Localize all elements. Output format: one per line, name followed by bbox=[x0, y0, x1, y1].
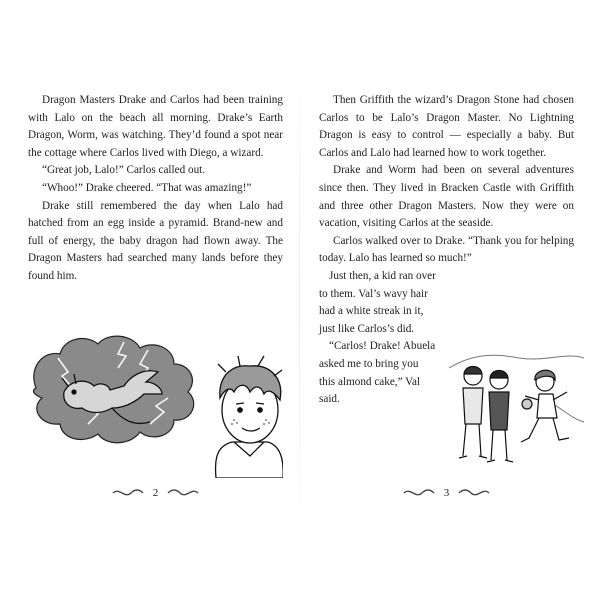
running-kid-figure bbox=[521, 370, 569, 442]
hills bbox=[449, 355, 584, 368]
paragraph: Just then, a kid ran over to them. Val’s wavy hair had a white streak in it, just like Carlos’s did. bbox=[319, 269, 436, 335]
wrapped-text-column bbox=[319, 268, 437, 409]
left-page-text bbox=[28, 92, 283, 286]
paragraph: “Whoo!” Drake cheered. “That was amazing!” bbox=[42, 181, 252, 194]
paragraph: Carlos walked over to Drake. “Thank you for helping today. Lalo has learned so much!” bbox=[319, 234, 574, 265]
left-swirl-ornament bbox=[402, 487, 436, 499]
paragraph: Then Griffith the wizard’s Dragon Stone had chosen Carlos to be Lalo’s Dragon Master. No Lightning Dragon is easy to control — especially a baby. But Carlos and Lalo had learned how to work together. bbox=[319, 94, 574, 159]
boy-illustration bbox=[216, 356, 283, 478]
dragon-and-boy-illustration bbox=[28, 328, 283, 478]
paragraph: Drake still remembered the day when Lalo had hatched from an egg inside a pyramid. Brand-new and full of energy, the baby dragon had flown away. The Dragon Masters had searched many lands before they found him. bbox=[28, 199, 283, 282]
page-gutter bbox=[299, 40, 300, 560]
boy-one-figure bbox=[459, 367, 487, 459]
page-number: 2 bbox=[152, 487, 159, 499]
paragraph: “Carlos! Drake! Abuela asked me to bring you this almond cake,” Val said. bbox=[319, 340, 436, 406]
boy-two-figure bbox=[487, 371, 513, 463]
paragraph: “Great job, Lalo!” Carlos called out. bbox=[42, 164, 206, 177]
kids-on-beach-illustration bbox=[449, 338, 584, 468]
paragraph: Drake and Worm had been on several adventures since then. They lived in Bracken Castle with Griffith and three other Dragon Masters. Now they were on vacation, visiting Carlos at the seaside. bbox=[319, 164, 574, 230]
right-swirl-ornament bbox=[457, 487, 491, 499]
left-swirl-ornament bbox=[111, 487, 145, 499]
page-number-footer bbox=[319, 483, 574, 503]
paragraph: Dragon Masters Drake and Carlos had been training with Lalo on the beach all morning. Drake’s Earth Dragon, Worm, was watching. They’d found a spot near the cottage where Carlos lived with Diego, a wizard. bbox=[28, 94, 283, 159]
page-number: 3 bbox=[443, 487, 450, 499]
page-number-footer bbox=[28, 483, 283, 503]
right-swirl-ornament bbox=[166, 487, 200, 499]
